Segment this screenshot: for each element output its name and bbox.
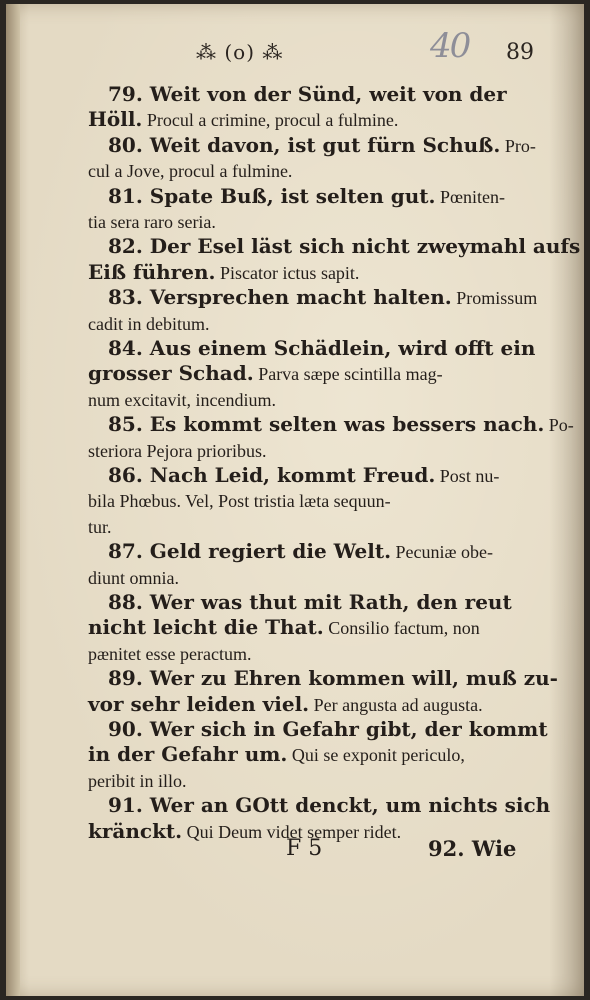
text-line bbox=[88, 488, 391, 514]
latin-text: Parva sæpe scintilla mag- bbox=[253, 364, 443, 385]
text-line bbox=[88, 615, 480, 641]
latin-text: Po- bbox=[544, 415, 574, 436]
text-line bbox=[108, 717, 548, 743]
text-line bbox=[108, 234, 580, 260]
text-line bbox=[88, 819, 401, 845]
text-line bbox=[88, 438, 266, 464]
text-line bbox=[88, 387, 276, 413]
latin-text: Consilio factum, non bbox=[323, 618, 480, 639]
header-ornament-right: ⁂ bbox=[255, 40, 284, 64]
section-header bbox=[196, 40, 283, 64]
latin-text: bila Phœbus. Vel, Post tristia læta sequun- bbox=[88, 491, 391, 512]
text-line bbox=[108, 285, 537, 311]
latin-text: cadit in debitum. bbox=[88, 313, 210, 334]
latin-text: diunt omnia. bbox=[88, 567, 179, 588]
german-text: 88. Wer was thut mit Rath, den reut bbox=[108, 590, 512, 614]
latin-text: num excitavit, incendium. bbox=[88, 389, 276, 410]
german-text: kränckt. bbox=[88, 818, 183, 843]
catchword: 92. Wie bbox=[428, 836, 517, 861]
text-line bbox=[88, 158, 292, 184]
german-text: 89. Wer zu Ehren kommen will, muß zu- bbox=[108, 666, 558, 691]
german-text: 83. Versprechen macht halten. bbox=[108, 285, 452, 310]
german-text: 82. Der Esel läst sich nicht zweymahl aufs bbox=[108, 234, 581, 259]
text-line bbox=[108, 133, 536, 159]
german-text: nicht leicht die That. bbox=[88, 615, 324, 640]
latin-text: Per angusta ad augusta. bbox=[309, 694, 483, 715]
text-line bbox=[88, 768, 187, 794]
german-text: 79. Weit von der Sünd, weit von der bbox=[108, 82, 507, 106]
latin-text: Promissum bbox=[451, 288, 538, 309]
text-line bbox=[88, 311, 209, 337]
handwritten-note: 40 bbox=[430, 26, 470, 66]
german-text: 91. Wer an GOtt denckt, um nichts sich bbox=[108, 793, 551, 818]
german-text: vor sehr leiden viel. bbox=[88, 691, 310, 716]
german-text: 86. Nach Leid, kommt Freud. bbox=[108, 463, 436, 487]
page-gutter bbox=[6, 4, 20, 996]
text-line bbox=[88, 209, 216, 235]
page-number: 89 bbox=[506, 40, 534, 65]
latin-text: cul a Jove, procul a fulmine. bbox=[88, 161, 293, 182]
latin-text: Qui Deum videt semper ridet. bbox=[182, 821, 402, 842]
latin-text: tia sera raro seria. bbox=[88, 212, 216, 232]
german-text: 81. Spate Buß, ist selten gut. bbox=[108, 183, 436, 208]
german-text: 84. Aus einem Schädlein, wird offt ein bbox=[108, 336, 536, 360]
text-line bbox=[108, 463, 499, 489]
german-text: Höll. bbox=[88, 107, 143, 132]
latin-text: Pro- bbox=[500, 135, 536, 156]
book-page bbox=[6, 4, 584, 996]
german-text: in der Gefahr um. bbox=[88, 742, 288, 767]
latin-text: peribit in illo. bbox=[88, 770, 187, 791]
german-text: 85. Es kommt selten was bessers nach. bbox=[108, 412, 545, 437]
text-line bbox=[88, 514, 112, 540]
text-line bbox=[108, 539, 493, 565]
german-text: grosser Schad. bbox=[88, 361, 254, 386]
latin-text: pænitet esse peractum. bbox=[88, 643, 252, 664]
signature-mark: F 5 bbox=[286, 836, 323, 861]
latin-text: tur. bbox=[88, 516, 112, 537]
latin-text: Pœniten- bbox=[435, 186, 505, 207]
header-mark: (o) bbox=[224, 40, 256, 64]
text-line bbox=[88, 107, 398, 133]
text-line bbox=[108, 184, 505, 210]
text-line bbox=[88, 361, 443, 387]
text-line bbox=[108, 666, 558, 692]
text-line bbox=[108, 412, 574, 438]
latin-text: Piscator ictus sapit. bbox=[215, 262, 360, 283]
text-line bbox=[108, 336, 535, 362]
header-ornament-left: ⁂ bbox=[196, 40, 225, 64]
latin-text: Post nu- bbox=[435, 466, 500, 486]
text-line bbox=[88, 641, 251, 667]
german-text: 87. Geld regiert die Welt. bbox=[108, 539, 392, 564]
text-line bbox=[88, 742, 465, 768]
latin-text: Pecuniæ obe- bbox=[391, 542, 494, 563]
text-line bbox=[88, 260, 359, 286]
german-text: 80. Weit davon, ist gut fürn Schuß. bbox=[108, 132, 501, 157]
latin-text: Procul a crimine, procul a fulmine. bbox=[142, 110, 399, 131]
latin-text: steriora Pejora prioribus. bbox=[88, 440, 267, 461]
text-line bbox=[108, 793, 550, 819]
text-line bbox=[108, 82, 507, 108]
text-line bbox=[88, 692, 483, 718]
text-line bbox=[88, 565, 179, 591]
german-text: Eiß führen. bbox=[88, 259, 216, 284]
latin-text: Qui se exponit periculo, bbox=[287, 745, 465, 766]
german-text: 90. Wer sich in Gefahr gibt, der kommt bbox=[108, 717, 548, 741]
text-line bbox=[108, 590, 512, 616]
